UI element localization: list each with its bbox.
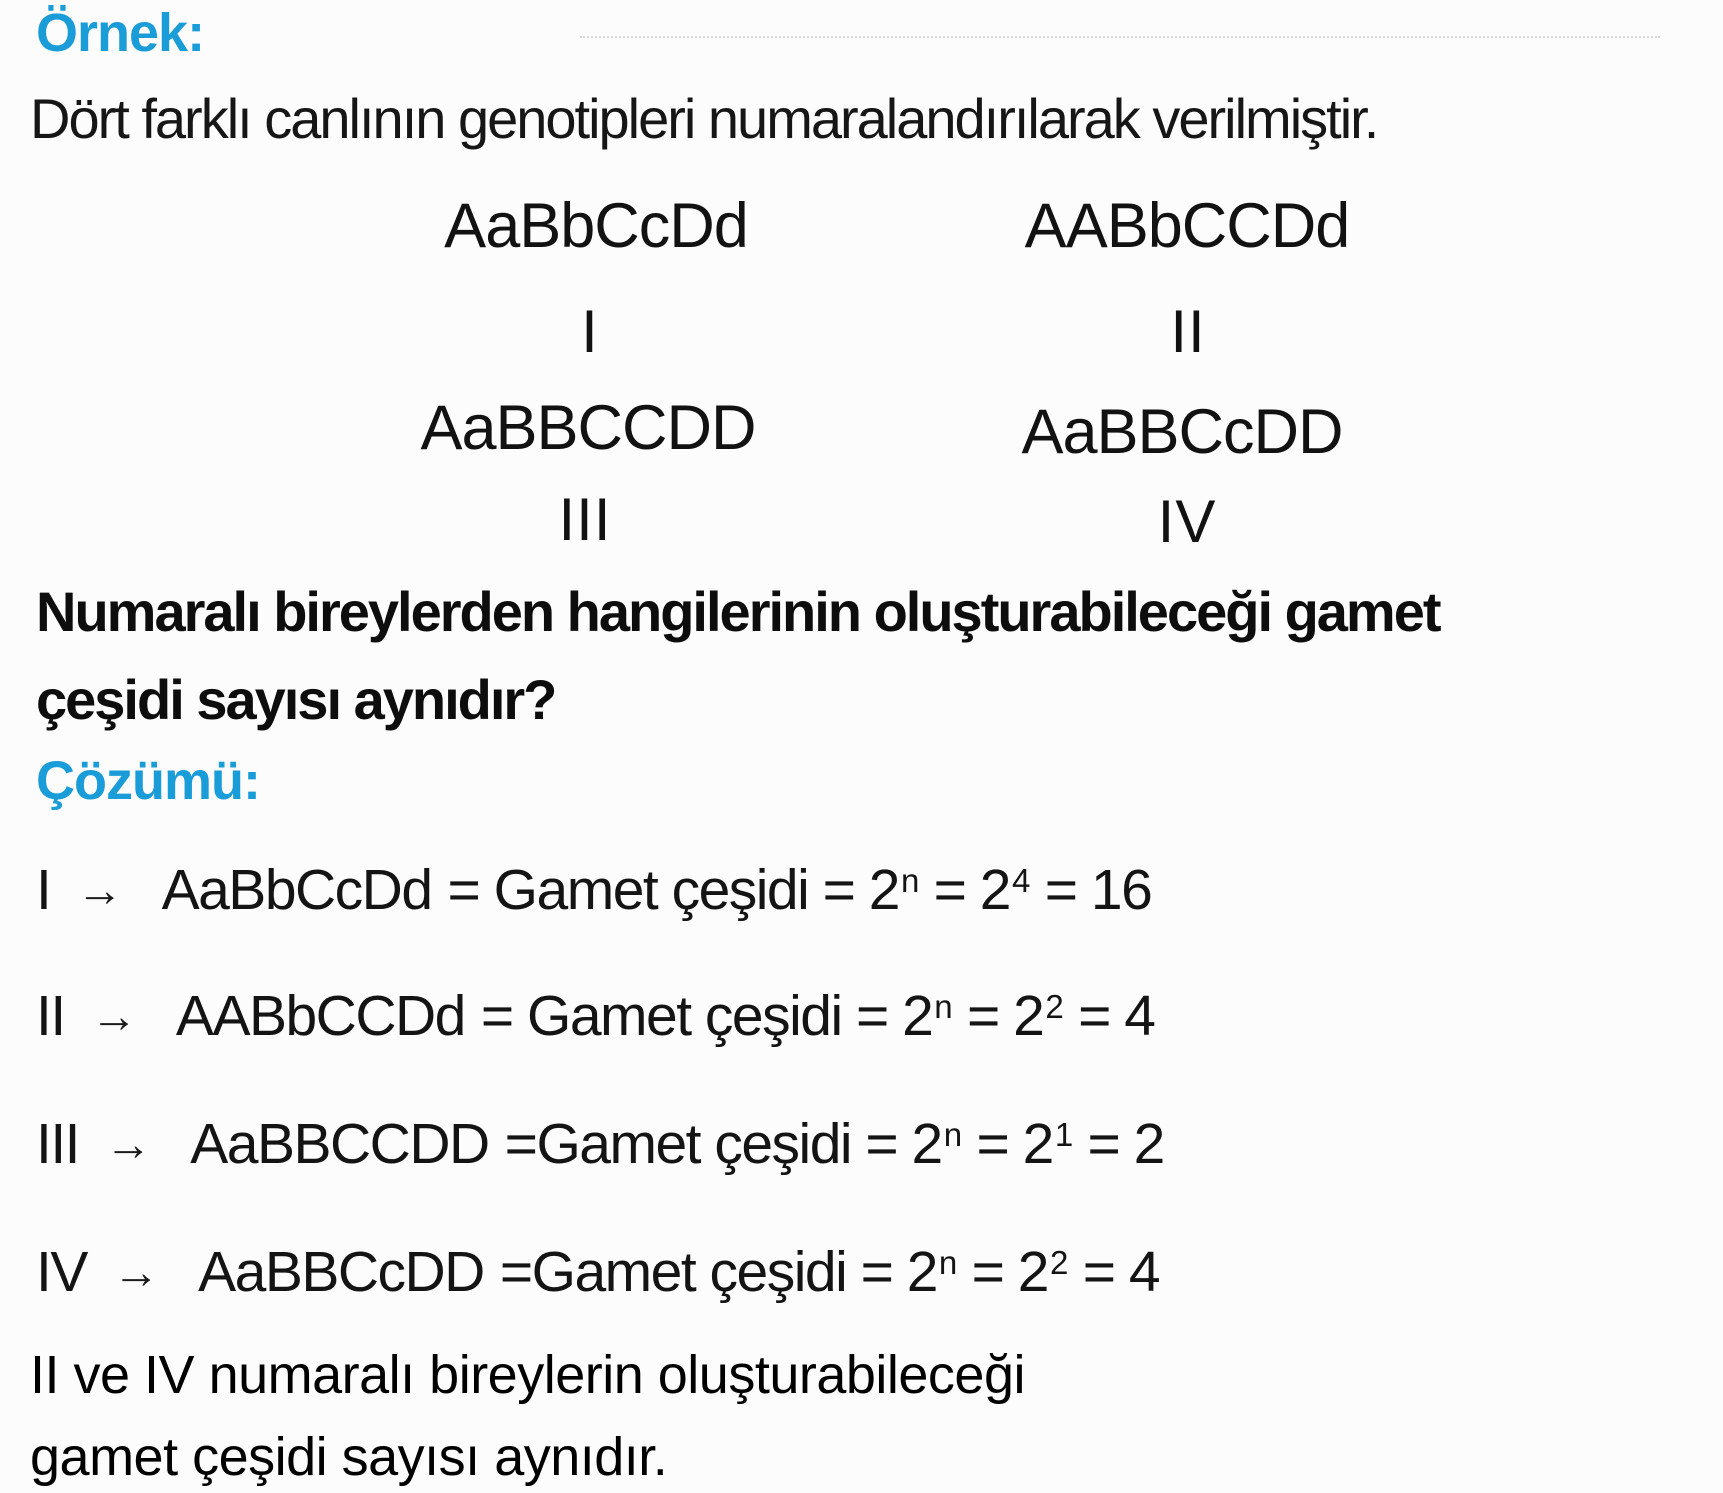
conclusion-line-2: gamet çeşidi sayısı aynıdır.: [30, 1427, 668, 1487]
equation-result-1: = 16: [1030, 858, 1152, 922]
genotype-label-2: AABbCCDd: [1024, 191, 1350, 261]
equation-mid-4: = 2: [957, 1240, 1048, 1304]
equation-prefix-2: = Gamet çeşidi = 2: [480, 984, 933, 1048]
solution-line-2: [36, 980, 1154, 1061]
equation-prefix-4: =Gamet çeşidi = 2: [499, 1240, 937, 1304]
right-arrow-icon: →: [90, 990, 136, 1042]
solution-numeral-1: I: [36, 858, 51, 922]
numeral-label-1: I: [581, 298, 599, 365]
solution-heading: Çözümü:: [36, 751, 260, 811]
solution-line-4: [36, 1236, 1159, 1317]
example-heading: Örnek:: [36, 3, 205, 63]
exponent-val-2: 2: [1045, 988, 1064, 1026]
exponent-n-1: n: [900, 862, 920, 900]
question-text: [36, 568, 1440, 744]
solution-line-3: [36, 1108, 1164, 1189]
exponent-n-2: n: [934, 988, 953, 1026]
numeral-label-2: II: [1170, 298, 1206, 365]
solution-genotype-1: AaBbCcDd: [161, 858, 432, 922]
genotype-label-4: AaBBCcDD: [1021, 397, 1343, 467]
question-line-2: çeşidi sayısı aynıdır?: [36, 668, 556, 731]
right-arrow-icon: →: [76, 864, 122, 916]
equation-prefix-3: =Gamet çeşidi = 2: [504, 1112, 942, 1176]
right-arrow-icon: →: [105, 1118, 151, 1170]
solution-genotype-2: AABbCCDd: [175, 984, 465, 1048]
equation-mid-3: = 2: [962, 1112, 1053, 1176]
solution-line-1: [36, 854, 1151, 935]
equation-result-4: = 4: [1068, 1240, 1160, 1304]
intro-text: Dört farklı canlının genotipleri numaralandırılarak verilmiştir.: [30, 87, 1378, 150]
numeral-label-3: III: [558, 486, 612, 553]
solution-genotype-4: AaBBCcDD: [198, 1240, 484, 1304]
conclusion-text: [30, 1334, 1025, 1493]
right-arrow-icon: →: [112, 1246, 159, 1298]
equation-prefix-1: = Gamet çeşidi = 2: [447, 858, 899, 922]
scan-artifact-line: [580, 36, 1660, 38]
equation-result-2: = 4: [1063, 984, 1155, 1048]
exponent-n-3: n: [943, 1116, 963, 1154]
equation-result-3: = 2: [1073, 1112, 1164, 1176]
genotype-label-1: AaBbCcDd: [444, 191, 748, 261]
genotype-label-3: AaBBCCDD: [420, 393, 756, 463]
equation-mid-1: = 2: [919, 858, 1011, 922]
question-line-1: Numaralı bireylerden hangilerinin oluşturabileceği gamet: [36, 580, 1440, 643]
conclusion-line-1: II ve IV numaralı bireylerin oluşturabileceği: [30, 1345, 1025, 1405]
exponent-val-1: 4: [1012, 862, 1031, 900]
solution-numeral-3: III: [36, 1112, 80, 1176]
solution-numeral-4: IV: [36, 1240, 87, 1304]
solution-numeral-2: II: [36, 984, 65, 1048]
exponent-val-3: 1: [1054, 1116, 1074, 1154]
numeral-label-4: IV: [1157, 488, 1217, 555]
solution-genotype-3: AaBBCCDD: [190, 1112, 489, 1176]
exponent-val-4: 2: [1049, 1244, 1069, 1282]
equation-mid-2: = 2: [952, 984, 1044, 1048]
exponent-n-4: n: [938, 1244, 958, 1282]
